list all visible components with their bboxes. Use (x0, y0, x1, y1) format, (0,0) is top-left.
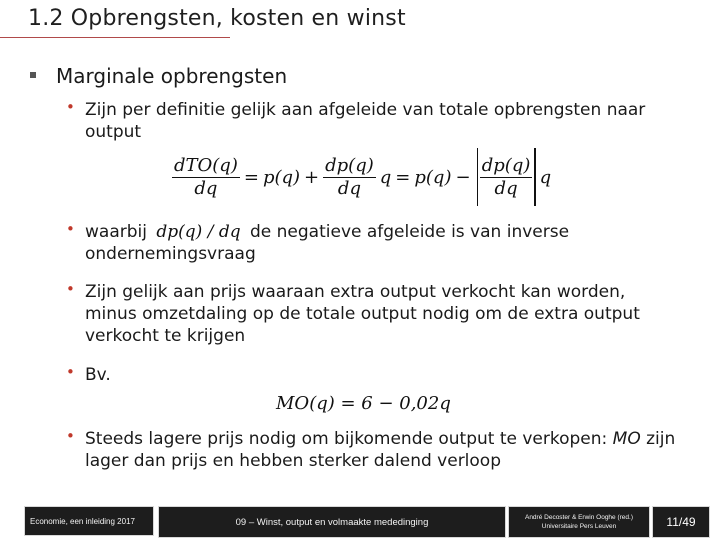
plus-sign: + (304, 166, 320, 188)
footer-book-title (24, 506, 154, 536)
bullet-text-part2: zijn lager dan prijs en hebben sterker dalend verloop (85, 429, 676, 471)
term-q: q (379, 166, 392, 188)
bullet-text-mo: MO (612, 429, 641, 449)
fraction-denominator: dq (194, 177, 218, 199)
bullet-price-minus-revenue-loss: Zijn gelijk aan prijs waaraan extra output verkocht kan worden, minus omzetdaling op de totale output nodig om de extra output verkocht te krijgen (85, 282, 640, 346)
slide-title: 1.2 Opbrengsten, kosten en winst (28, 6, 406, 31)
equals-sign: = (243, 166, 259, 188)
minus-sign: − (455, 166, 471, 188)
footer-chapter (158, 506, 506, 538)
title-underline (0, 37, 230, 38)
bullet-dot-icon: • (66, 280, 75, 298)
bullet-dot-icon: • (66, 98, 75, 116)
abs-bar-left (477, 148, 478, 206)
footer-book-title-text: Economie, een inleiding 2017 (30, 516, 135, 526)
abs-bar-right (534, 148, 535, 206)
bullet-text-part1: Steeds lagere prijs nodig om bijkomende output te verkopen: (85, 429, 613, 449)
bullet-definition: Zijn per definitie gelijk aan afgeleide van totale opbrengsten naar output (85, 100, 646, 142)
footer-page-number (652, 506, 710, 538)
square-bullet-icon (30, 72, 36, 78)
bullet-text-inverse-demand: de negatieve afgeleide is van inverse ondernemingsvraag (85, 222, 570, 264)
bullet-text-waarbij: waarbij (85, 222, 147, 242)
fraction-denominator: dq (337, 177, 361, 199)
fraction-denominator: dq (494, 177, 518, 199)
footer-chapter-text: 09 – Winst, output en volmaakte mededinging (235, 516, 429, 528)
formula-mo-example: MO(q) = 6 − 0,02q (276, 393, 451, 414)
page-number-text: 11/49 (666, 515, 696, 529)
fraction-numerator: dTO(q) (174, 154, 238, 176)
footer-authors (508, 506, 650, 538)
fraction-numerator: dp(q) (325, 154, 374, 176)
fraction-dp-dq-abs (480, 155, 533, 200)
formula-marginal-revenue (172, 148, 551, 206)
term-price: p(q) (414, 166, 452, 188)
bullet-waarbij (85, 221, 685, 265)
bullet-example: Bv. (85, 365, 111, 385)
fraction-numerator: dp(q) (481, 154, 531, 176)
term-price: p(q) (262, 166, 301, 188)
fraction-dto-dq (172, 155, 240, 200)
bullet-dot-icon: • (66, 220, 75, 238)
fraction-dp-dq (323, 155, 376, 200)
bullet-dot-icon: • (66, 363, 75, 381)
footer-authors-line2: Universitaire Pers Leuven (541, 523, 617, 530)
footer-authors-line1: André Decoster & Erwin Ooghe (red.) (524, 514, 634, 521)
heading-marginale-opbrengsten: Marginale opbrengsten (56, 64, 288, 88)
bullet-lower-prices (85, 428, 677, 472)
term-q: q (539, 166, 552, 188)
slide-footer (0, 500, 720, 540)
bullet-dot-icon: • (66, 427, 75, 445)
equals-sign: = (395, 166, 411, 188)
inline-formula-dp-dq: dp(q) / dq (156, 222, 241, 242)
